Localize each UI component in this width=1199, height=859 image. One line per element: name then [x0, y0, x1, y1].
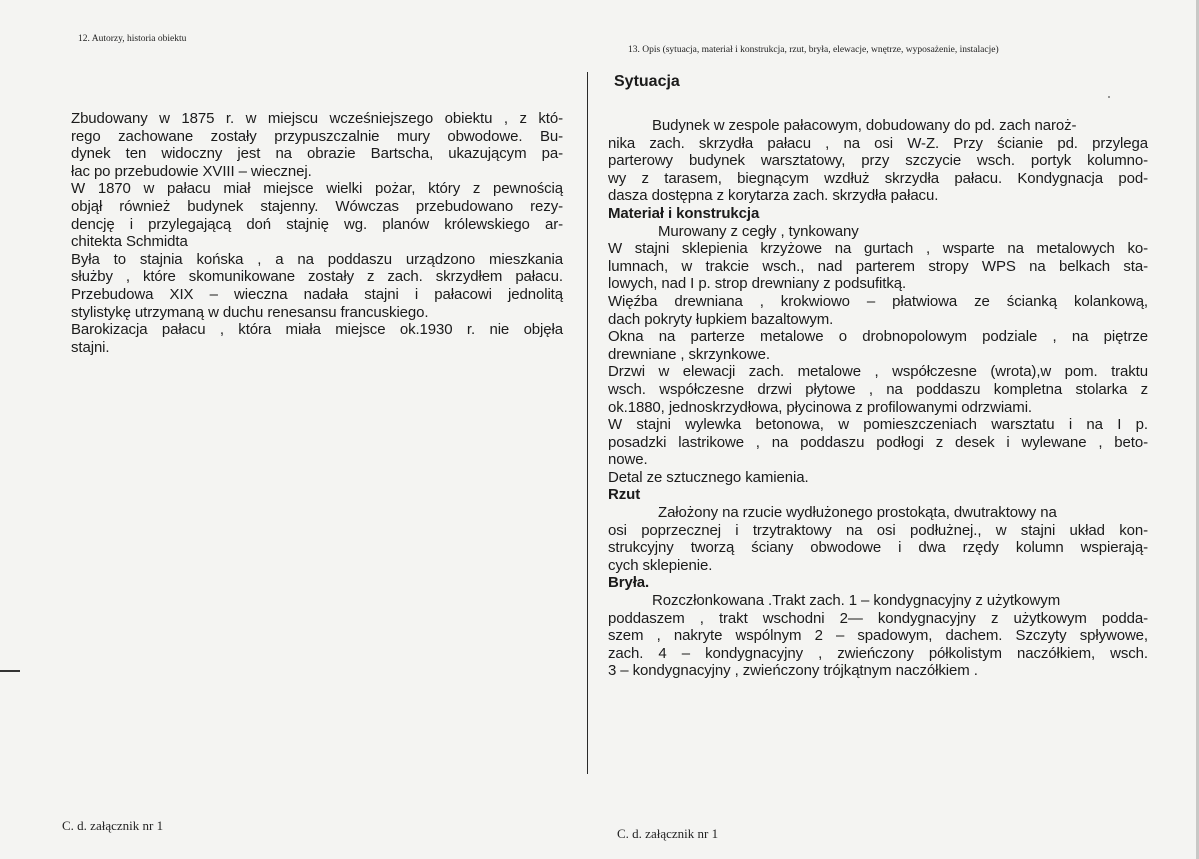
text-line: Drzwi w elewacji zach. metalowe , współczesne (wrota),w pom. traktu — [608, 363, 1148, 381]
description-text — [608, 117, 1148, 680]
text-line: nika zach. skrzydła pałacu , na osi W-Z. Przy ścianie pd. przylega — [608, 134, 1148, 152]
scan-speck — [1108, 96, 1110, 98]
text-line: Detal ze sztucznego kamienia. — [608, 468, 809, 486]
text-line: W stajni wylewka betonowa, w pomieszczeniach warsztatu i na I p. — [608, 416, 1148, 434]
text-line: strukcyjny tworzą ściany obwodowe i dwa rzędy kolumn wspierają- — [608, 539, 1148, 557]
text-line: stajni. — [71, 338, 110, 356]
heading-material: Materiał i konstrukcja — [608, 204, 760, 222]
text-line: wy z tarasem, biegnącym wzdłuż skrzydła pałacu. Kondygnacja pod- — [608, 169, 1148, 187]
text-line: służby , które skomunikowane zostały z zach. skrzydłem pałacu. — [71, 268, 563, 286]
text-line: 3 – kondygnacyjny , zwieńczony trójkątnym naczółkiem . — [608, 662, 978, 680]
text-line: nowe. — [608, 451, 648, 469]
text-line: ok.1880, jednoskrzydłowa, płycinowa z profilowanymi odrzwiami. — [608, 398, 1032, 416]
text-line: poddaszem , trakt wschodni 2— kondygnacyjny z użytkowym podda- — [608, 609, 1148, 627]
heading-rzut: Rzut — [608, 486, 641, 504]
text-line: W stajni sklepienia krzyżowe na gurtach , wsparte na metalowych ko- — [608, 240, 1148, 258]
text-line: objął również budynek stajenny. Wówczas przebudowano rezy- — [71, 197, 563, 215]
text-line: dencję i przylegającą doń stajnię wg. planów królewskiego ar- — [71, 215, 563, 233]
text-line: Barokizacja pałacu , która miała miejsce ok.1930 r. nie objęła — [71, 321, 563, 339]
column-divider — [587, 72, 588, 774]
text-line: łac po przebudowie XVIII – wiecznej. — [71, 162, 312, 180]
text-line: Więźba drewniana , krokwiowo – płatwiowa ze ścianką kolankową, — [608, 292, 1148, 310]
right-footer: C. d. załącznik nr 1 — [617, 826, 719, 841]
text-line: osi poprzecznej i trzytraktowy na osi podłużnej., w stajni układ kon- — [608, 521, 1148, 539]
right-section-header: 13. Opis (sytuacja, materiał i konstrukcja, rzut, bryła, elewacje, wnętrze, wyposażenie, instalacje) — [628, 45, 999, 55]
text-line: drewniane , skrzynkowe. — [608, 345, 770, 363]
text-line: lumnach, w trakcie wsch., nad parterem stropy WPS na belkach sta- — [608, 257, 1148, 275]
text-line: Założony na rzucie wydłużonego prostokąta, dwutraktowy na — [658, 504, 1057, 522]
text-line: Budynek w zespole pałacowym, dobudowany do pd. zach naroż- — [652, 117, 1077, 134]
left-footer: C. d. załącznik nr 1 — [62, 818, 164, 833]
text-line: cych sklepienie. — [608, 556, 713, 574]
text-line: stylistykę utrzymaną w duchu renesansu francuskiego. — [71, 303, 429, 321]
text-line: Rozczłonkowana .Trakt zach. 1 – kondygnacyjny z użytkowym — [652, 592, 1061, 610]
text-line: zach. 4 – kondygnacyjny , zwieńczony półkolistym naczółkiem, wsch. — [608, 644, 1148, 662]
text-line: Murowany z cegły , tynkowany — [658, 222, 859, 240]
text-line: chitekta Schmidta — [71, 233, 188, 251]
text-line: wsch. współczesne drzwi płytowe , na poddaszu kompletna stolarka z — [608, 380, 1148, 398]
text-line: Była to stajnia końska , a na poddaszu urządzono mieszkania — [71, 250, 563, 268]
text-line: posadzki lastrikowe , na poddaszu podłogi z desek i wylewane , beto- — [608, 433, 1148, 451]
history-text — [71, 110, 563, 356]
text-line: Okna na parterze metalowe o drobnopolowym podziale , na piętrze — [608, 328, 1148, 346]
text-line: parterowy budynek warsztatowy, przy szczycie wsch. portyk kolumno- — [608, 152, 1148, 170]
text-line: Zbudowany w 1875 r. w miejscu wcześniejszego obiektu , z któ- — [71, 110, 563, 127]
scan-mark — [0, 670, 20, 672]
text-line: dasza dostępna z korytarza zach. skrzydła pałacu. — [608, 187, 939, 205]
heading-sytuacja: Sytuacja — [614, 73, 680, 90]
left-section-header: 12. Autorzy, historia obiektu — [78, 34, 187, 44]
text-line: dach pokryty łupkiem bazaltowym. — [608, 310, 834, 328]
text-line: lowych, nad I p. strop drewniany z podsufitką. — [608, 275, 907, 293]
heading-bryla: Bryła. — [608, 574, 650, 592]
text-line: W 1870 w pałacu miał miejsce wielki pożar, który z pewnością — [71, 180, 563, 198]
text-line: Przebudowa XIX – wieczna nadała stajni i pałacowi jednolitą — [71, 285, 563, 303]
text-line: szem , nakryte wspólnym 2 – spadowym, dachem. Szczyty spływowe, — [608, 627, 1148, 645]
text-line: rego zachowane zostały przypuszczalnie mury obwodowe. Bu- — [71, 127, 563, 145]
text-line: dynek ten widoczny jest na obrazie Bartscha, ukazującym pa- — [71, 145, 563, 163]
